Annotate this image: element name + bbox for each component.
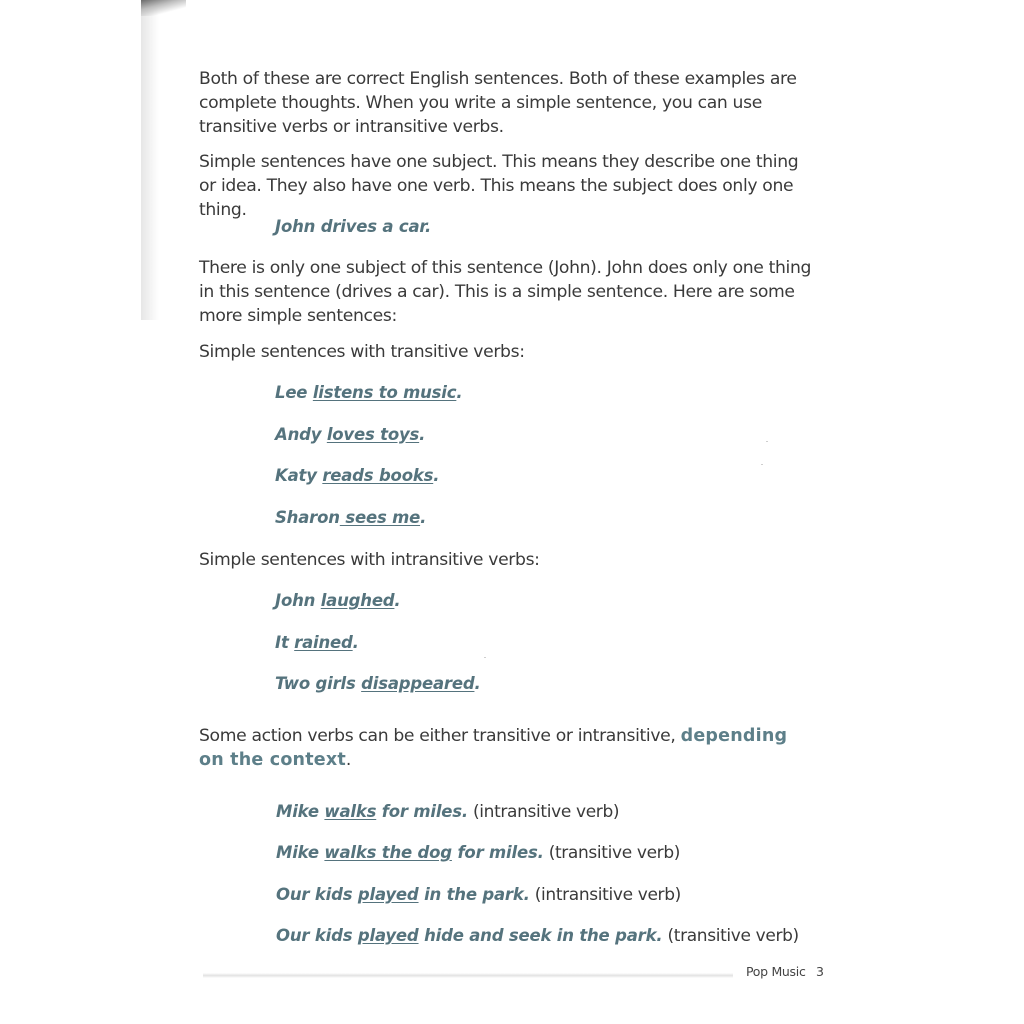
context-example xyxy=(276,925,799,947)
example-rest: for miles. xyxy=(451,843,544,862)
example-verb: loves toys xyxy=(326,425,420,444)
transitive-example xyxy=(275,507,426,529)
example-rest: hide and seek in the park. xyxy=(418,926,663,945)
context-suffix: . xyxy=(345,750,352,770)
example-subject: Katy xyxy=(275,466,323,485)
page-corner-shadow xyxy=(141,0,186,16)
footer-rule xyxy=(203,973,733,978)
example-subject: Lee xyxy=(275,383,313,402)
example-verb: walks the dog xyxy=(324,843,452,862)
intransitive-example xyxy=(275,673,481,695)
example-note: (intransitive verb) xyxy=(467,802,620,822)
context-example xyxy=(276,884,681,906)
example-end: . xyxy=(456,383,463,402)
scan-speck xyxy=(766,441,768,442)
example-subject: Sharon xyxy=(275,508,340,527)
example-verb: listens to music xyxy=(312,383,457,402)
example-subject: John xyxy=(275,591,321,610)
example-end: . xyxy=(474,674,481,693)
context-emphasis: depending on the context xyxy=(199,726,788,770)
example-verb: laughed xyxy=(320,591,395,610)
transitive-example xyxy=(275,465,439,487)
intransitive-example xyxy=(275,590,401,612)
example-subject: Two girls xyxy=(275,674,362,693)
example-subject: Our kids xyxy=(276,885,358,904)
heading-transitive: Simple sentences with transitive verbs: xyxy=(199,342,525,362)
example-verb: rained xyxy=(294,633,353,652)
example-verb: walks xyxy=(324,802,377,821)
example-end: . xyxy=(394,591,401,610)
scan-speck xyxy=(484,657,486,658)
page-number: 3 xyxy=(816,964,824,979)
paragraph-intro: Both of these are correct English sentences. Both of these examples are complete thoughts. When you write a simple sentence, you can use transitive verbs or intransitive verbs. xyxy=(199,69,797,137)
example-verb: sees me xyxy=(339,508,421,527)
footer-title: Pop Music xyxy=(746,964,806,979)
example-subject: Mike xyxy=(276,843,325,862)
example-verb: disappeared xyxy=(361,674,475,693)
example-verb: reads books xyxy=(322,466,434,485)
heading-intransitive: Simple sentences with intransitive verbs: xyxy=(199,550,540,570)
paragraph-simple-sentences: Simple sentences have one subject. This means they describe one thing or idea. They also have one verb. This means the subject does only one thing. xyxy=(199,152,799,220)
scan-margin xyxy=(0,0,141,1024)
paragraph-explanation: There is only one subject of this sentence (John). John does only one thing in this sentence (drives a car). This is a simple sentence. Here are some more simple sentences: xyxy=(199,258,812,326)
example-end: . xyxy=(420,508,427,527)
example-subject: Mike xyxy=(276,802,325,821)
example-subject: It xyxy=(275,633,295,652)
transitive-example xyxy=(275,382,462,404)
example-end: . xyxy=(352,633,359,652)
example-main: John drives a car. xyxy=(275,217,432,236)
example-verb: played xyxy=(357,885,419,904)
example-note: (intransitive verb) xyxy=(529,885,681,905)
context-prefix: Some action verbs can be either transitive or intransitive, xyxy=(199,726,681,746)
context-example xyxy=(276,801,619,823)
transitive-example xyxy=(275,424,425,446)
intransitive-example xyxy=(275,632,359,654)
example-rest: in the park. xyxy=(418,885,530,904)
example-subject: Andy xyxy=(275,425,327,444)
example-rest: for miles. xyxy=(376,802,468,821)
example-end: . xyxy=(433,466,440,485)
example-verb: played xyxy=(357,926,419,945)
example-note: (transitive verb) xyxy=(662,926,799,946)
paragraph-context xyxy=(199,724,809,772)
context-example xyxy=(276,842,680,864)
example-end: . xyxy=(419,425,426,444)
scan-speck xyxy=(761,464,763,465)
page-edge-shadow xyxy=(141,0,159,320)
example-note: (transitive verb) xyxy=(543,843,681,863)
example-subject: Our kids xyxy=(276,926,358,945)
